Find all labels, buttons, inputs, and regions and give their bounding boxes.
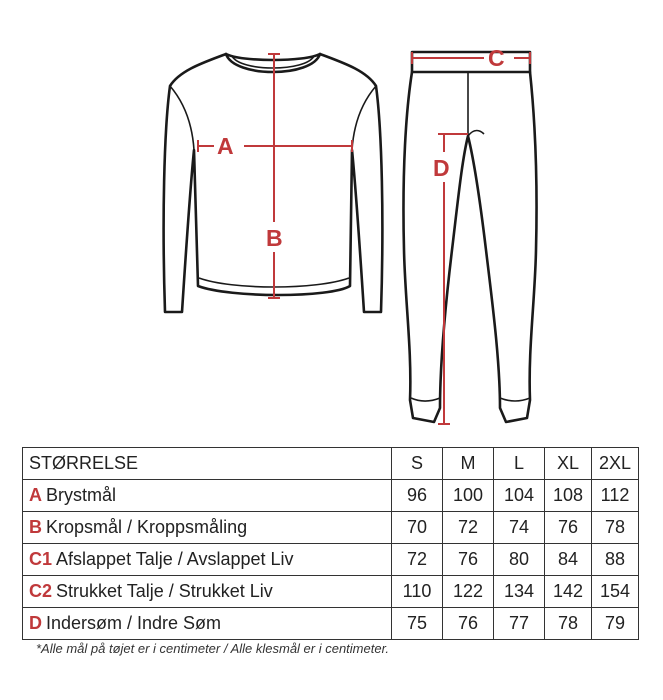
table-cell: 88 (592, 544, 639, 576)
table-cell: 74 (494, 512, 545, 544)
table-row (23, 544, 639, 576)
table-cell: 142 (545, 576, 592, 608)
row-name: Kropsmål / Kroppsmåling (46, 517, 248, 537)
table-cell: 134 (494, 576, 545, 608)
table-cell: 80 (494, 544, 545, 576)
row-name: Brystmål (46, 485, 117, 505)
footnote: *Alle mål på tøjet er i centimeter / Alle klesmål er i centimeter. (36, 641, 390, 656)
row-name: Afslappet Talje / Avslappet Liv (56, 549, 294, 569)
size-table (22, 447, 639, 640)
table-cell: 78 (592, 512, 639, 544)
measure-b (266, 54, 283, 298)
measure-c (412, 45, 530, 71)
table-cell: 72 (392, 544, 443, 576)
table-cell: 77 (494, 608, 545, 640)
table-cell: 112 (592, 480, 639, 512)
row-name: Indersøm / Indre Søm (46, 613, 222, 633)
row-code: A (29, 485, 42, 505)
header-size: XL (545, 448, 592, 480)
table-row (23, 608, 639, 640)
label-c: C (488, 45, 505, 71)
table-header-row (23, 448, 639, 480)
row-code: B (29, 517, 42, 537)
header-size: M (443, 448, 494, 480)
header-size: 2XL (592, 448, 639, 480)
table-cell: 76 (443, 608, 494, 640)
table-cell: 75 (392, 608, 443, 640)
table-cell: 104 (494, 480, 545, 512)
table-cell: 70 (392, 512, 443, 544)
table-cell: 96 (392, 480, 443, 512)
table-row (23, 512, 639, 544)
label-b: B (266, 225, 283, 251)
label-a: A (217, 133, 234, 159)
row-code: C2 (29, 581, 53, 601)
row-name: Strukket Talje / Strukket Liv (56, 581, 273, 601)
label-d: D (433, 155, 450, 181)
measure-d (433, 134, 468, 424)
table-cell: 122 (443, 576, 494, 608)
row-code: C1 (29, 549, 53, 569)
table-cell: 79 (592, 608, 639, 640)
table-row (23, 480, 639, 512)
table-cell: 108 (545, 480, 592, 512)
table-cell: 76 (545, 512, 592, 544)
table-cell: 100 (443, 480, 494, 512)
table-row (23, 576, 639, 608)
table-cell: 84 (545, 544, 592, 576)
table-cell: 78 (545, 608, 592, 640)
table-cell: 154 (592, 576, 639, 608)
table-cell: 110 (392, 576, 443, 608)
header-label: STØRRELSE (23, 448, 392, 480)
header-size: S (392, 448, 443, 480)
row-code: D (29, 613, 42, 633)
table-cell: 72 (443, 512, 494, 544)
table-cell: 76 (443, 544, 494, 576)
pants-illustration (403, 52, 536, 422)
header-size: L (494, 448, 545, 480)
